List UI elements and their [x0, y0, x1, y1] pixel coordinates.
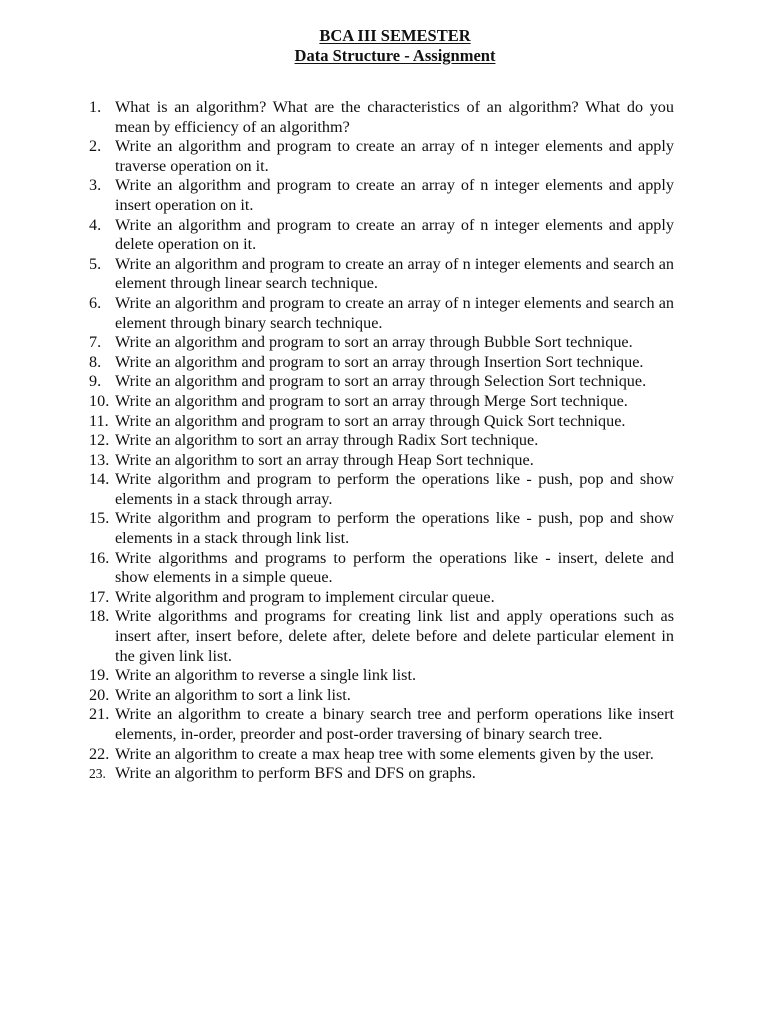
question-number: 4.	[89, 215, 102, 234]
question-text: Write algorithm and program to implement circular queue.	[115, 587, 495, 606]
question-item	[89, 412, 674, 432]
question-number: 18.	[89, 607, 110, 626]
question-text: What is an algorithm? What are the characteristics of an algorithm? What do you mean by efficiency of an algorithm?	[115, 98, 674, 136]
document-header	[0, 26, 768, 66]
question-item	[89, 451, 674, 471]
question-text: Write algorithms and programs for creating link list and apply operations such as insert after, insert before, delete after, delete before and delete particular element in the given link list.	[115, 607, 674, 665]
question-item	[89, 216, 674, 255]
question-number: 12.	[89, 431, 110, 450]
question-text: Write an algorithm and program to sort an array through Merge Sort technique.	[115, 391, 628, 410]
question-number: 9.	[89, 372, 102, 391]
question-item	[89, 294, 674, 333]
question-item	[89, 607, 674, 666]
question-number: 7.	[89, 333, 102, 352]
question-item	[89, 431, 674, 451]
question-item	[89, 176, 674, 215]
question-number: 5.	[89, 254, 102, 273]
question-number: 8.	[89, 352, 102, 371]
question-number: 17.	[89, 587, 110, 606]
question-text: Write an algorithm to sort an array through Heap Sort technique.	[115, 450, 534, 469]
question-number: 19.	[89, 666, 110, 685]
question-number: 14.	[89, 470, 110, 489]
question-text: Write an algorithm and program to sort an array through Selection Sort technique.	[115, 372, 647, 391]
question-text: Write algorithm and program to perform the operations like - push, pop and show elements in a stack through link list.	[115, 509, 674, 548]
question-text: Write an algorithm to reverse a single link list.	[115, 666, 416, 685]
question-item	[89, 137, 674, 176]
question-text: Write an algorithm to create a max heap tree with some elements given by the user.	[115, 744, 654, 763]
question-text: Write an algorithm to perform BFS and DFS on graphs.	[115, 764, 476, 783]
question-item	[89, 98, 674, 137]
question-text: Write an algorithm and program to create an array of n integer elements and apply insert operation on it.	[115, 176, 674, 214]
question-list	[89, 98, 674, 784]
assignment-title: Data Structure - Assignment	[294, 46, 496, 65]
question-text: Write an algorithm and program to sort an array through Insertion Sort technique.	[115, 352, 644, 371]
question-item	[89, 666, 674, 686]
question-number: 21.	[89, 705, 110, 724]
question-item	[89, 745, 674, 765]
question-item	[89, 392, 674, 412]
question-number: 15.	[89, 509, 110, 528]
question-number: 22.	[89, 744, 110, 763]
question-text: Write algorithm and program to perform the operations like - push, pop and show elements in a stack through array.	[115, 470, 674, 508]
question-number: 11.	[89, 411, 109, 430]
question-number: 23.	[89, 766, 106, 782]
question-text: Write an algorithm and program to create an array of n integer elements and apply delete operation on it.	[115, 215, 674, 254]
question-item	[89, 549, 674, 588]
question-number: 10.	[89, 391, 110, 410]
question-number: 1.	[89, 98, 102, 116]
question-text: Write algorithms and programs to perform the operations like - insert, delete and show elements in a simple queue.	[115, 548, 674, 587]
question-text: Write an algorithm and program to create an array of n integer elements and apply traverse operation on it.	[115, 137, 674, 175]
question-text: Write an algorithm to sort an array through Radix Sort technique.	[115, 431, 539, 450]
question-number: 3.	[89, 176, 102, 195]
question-number: 13.	[89, 450, 110, 469]
question-number: 20.	[89, 685, 110, 704]
question-text: Write an algorithm and program to create an array of n integer elements and search an element through linear search technique.	[115, 254, 674, 293]
question-item	[89, 255, 674, 294]
question-item	[89, 509, 674, 548]
question-number: 2.	[89, 137, 102, 156]
question-item	[89, 764, 674, 784]
question-number: 16.	[89, 548, 110, 567]
question-item	[89, 686, 674, 706]
question-item	[89, 353, 674, 373]
question-item	[89, 333, 674, 353]
question-item	[89, 705, 674, 744]
question-text: Write an algorithm to sort a link list.	[115, 685, 351, 704]
question-text: Write an algorithm and program to create an array of n integer elements and search an element through binary search technique.	[115, 293, 674, 332]
question-item	[89, 372, 674, 392]
semester-title: BCA III SEMESTER	[319, 26, 471, 45]
question-text: Write an algorithm to create a binary search tree and perform operations like insert elements, in-order, preorder and post-order traversing of binary search tree.	[115, 705, 674, 743]
question-number: 6.	[89, 293, 102, 312]
question-text: Write an algorithm and program to sort an array through Quick Sort technique.	[115, 411, 626, 430]
question-text: Write an algorithm and program to sort an array through Bubble Sort technique.	[115, 333, 633, 352]
question-item	[89, 470, 674, 509]
question-item	[89, 588, 674, 608]
